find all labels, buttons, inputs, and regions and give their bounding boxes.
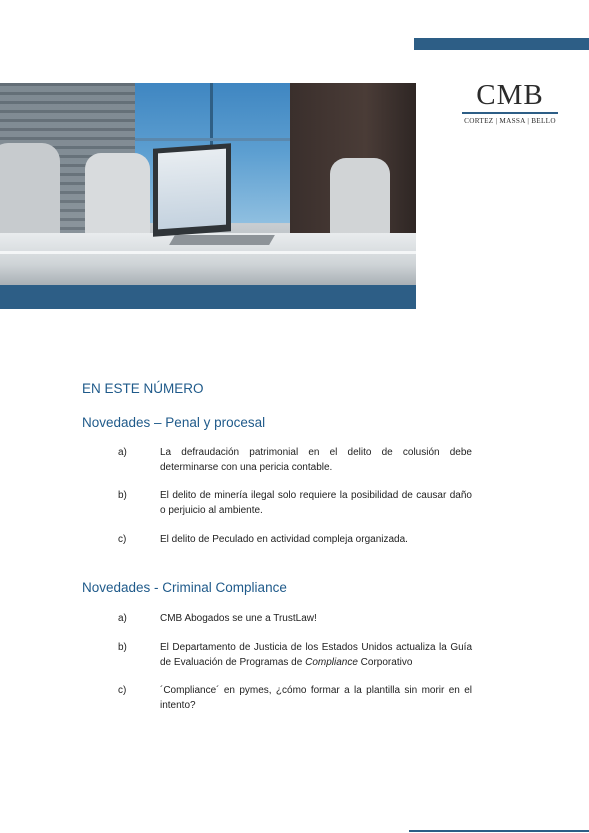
photo-chair xyxy=(85,153,150,238)
cmb-logo xyxy=(460,80,560,125)
logo-rule xyxy=(462,112,558,114)
item-marker: c) xyxy=(118,534,127,545)
item-marker: a) xyxy=(118,613,127,624)
item-marker: b) xyxy=(118,642,127,653)
photo-chair xyxy=(330,158,390,238)
header-photo-band xyxy=(0,285,416,309)
logo-mark: CMB xyxy=(476,79,544,111)
item-text: CMB Abogados se une a TrustLaw! xyxy=(160,613,317,624)
logo-subtitle: CORTEZ | MASSA | BELLO xyxy=(464,117,556,125)
item-marker: a) xyxy=(118,447,127,458)
item-text xyxy=(160,641,472,670)
section-title-penal: Novedades – Penal y procesal xyxy=(82,415,266,430)
item-text-part: Corporativo xyxy=(357,656,413,668)
item-marker: b) xyxy=(118,490,127,501)
item-text-emphasis: Compliance xyxy=(305,656,358,668)
header-accent-bar xyxy=(414,38,589,50)
section-title-compliance: Novedades - Criminal Compliance xyxy=(82,580,287,595)
photo-table-edge xyxy=(0,251,416,254)
photo-laptop-screen xyxy=(153,143,231,236)
item-text: El delito de minería ilegal solo requiere la posibilidad de causar daño o perjuicio al ambiente. xyxy=(160,490,472,516)
item-text: La defraudación patrimonial en el delito de colusión debe determinarse con una pericia contable. xyxy=(160,447,472,473)
item-text-part: El Departamento de Justicia de los Estados Unidos actualiza la Guía de Evaluación de Programas de xyxy=(160,642,472,668)
photo-laptop-base xyxy=(169,235,275,245)
toc-title: EN ESTE NÚMERO xyxy=(82,381,204,396)
photo-window-frame xyxy=(135,138,290,141)
photo-laptop-display xyxy=(158,149,226,230)
header-photo xyxy=(0,83,416,285)
item-text: ´Compliance´ en pymes, ¿cómo formar a la plantilla sin morir en el intento? xyxy=(160,685,472,711)
item-marker: c) xyxy=(118,685,127,696)
footer-accent-line xyxy=(409,830,589,832)
item-text: El delito de Peculado en actividad compleja organizada. xyxy=(160,534,408,545)
